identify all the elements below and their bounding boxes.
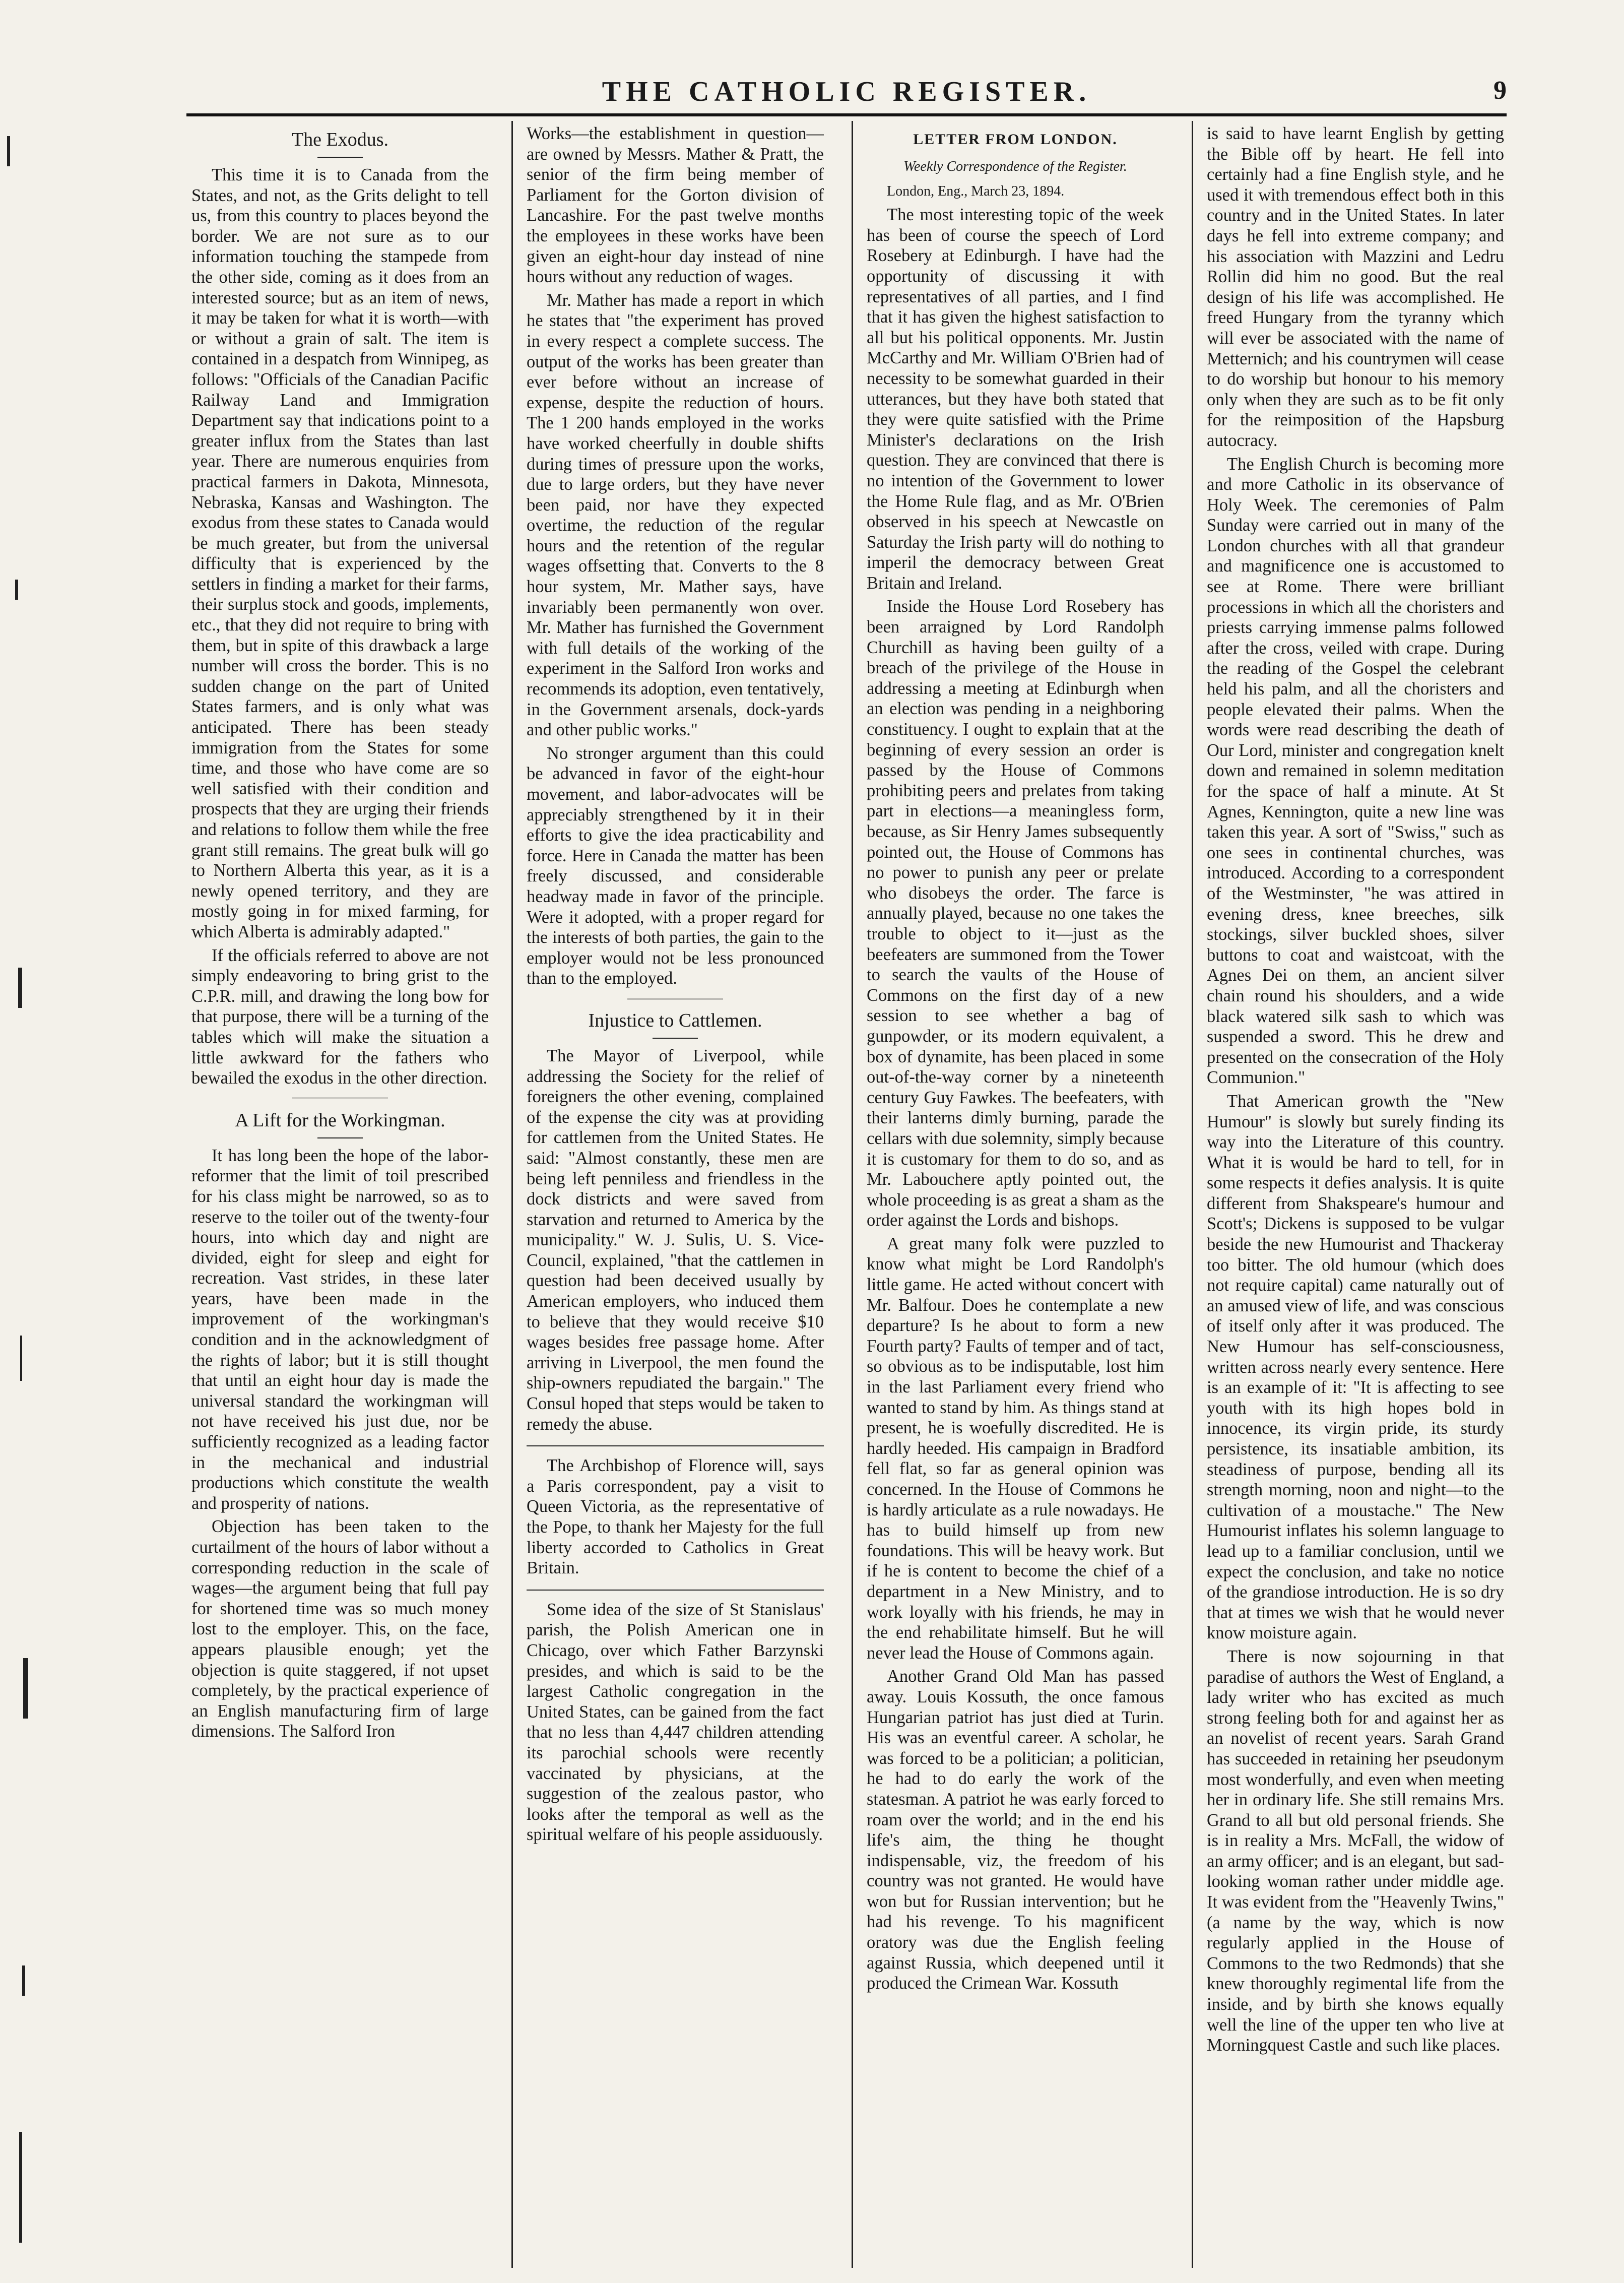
article-paragraph: is said to have learnt English by getting the Bible off by heart. He fell into certainly had a fine English style, and he used it with tremendous effect both in this country and in the United States. In later days he fell into extreme company; and his association with Mazzini and Ledru Rollin did him no good. But the real design of his life was accomplished. He freed Hungary from the tyranny which will ever be associated with the name of Metternich; and his countrymen will cease to do worship but honour to his memory only when they are such as to be fit only for the reimposition of the Hapsburg autocracy. (1207, 124, 1504, 450)
dateline: London, Eng., March 23, 1894. (887, 183, 1065, 199)
article-heading-exodus: The Exodus. (291, 129, 389, 150)
section-divider (527, 1445, 824, 1446)
heading-rule (317, 157, 363, 158)
margin-mark (19, 2132, 22, 2243)
column-3 (867, 123, 1164, 2260)
article-paragraph: A great many folk were puzzled to know what might be Lord Randolph's little game. He acted without concert with Mr. Balfour. Does he contemplate a new departure? Is he about to form a new Fourth party? Faults of temper and of tact, so obvious as to be indisputable, lost him in the last Parliament every friend who wanted to stand by him. As things stand at present, he is woefully discredited. He is hardly heeded. His campaign in Bradford fell flat, so far as general opinion was concerned. In the House of Commons he is hardly articulate as a rule nowadays. He has to build himself up from new foundations. This will be heavy work. But if he is content to become the chief of a department in a New Ministry, and to work loyally with his friends, he may in the end rehabilitate himself. But he will never lead the House of Commons again. (867, 1234, 1164, 1663)
article-paragraph: Objection has been taken to the curtailment of the hours of labor without a corresponding reduction in the scale of wages—the argument being that full pay for shortened time was so much money lost to the employer. This, on the face, appears plausible enough; yet the objection is quite staggered, if not upset completely, by the practical experience of an English manufacturing firm of large dimensions. The Salford Iron (191, 1517, 489, 1741)
masthead (186, 76, 1507, 116)
heading-rule (653, 1038, 698, 1039)
article-heading-cattlemen: Injustice to Cattlemen. (588, 1009, 762, 1031)
margin-mark (22, 1965, 25, 1996)
article-paragraph: Mr. Mather has made a report in which he states that "the experiment has proved in every respect a complete success. The output of the works has been greater than ever before without an increase of expense, despite the reduction of hours. The 1 200 hands employed in the works have worked cheerfully in double shifts during times of pressure upon the works, due to large orders, but they have never been paid, nor have they expected overtime, the reduction of the regular hours and the retention of the regular wages offsetting that. Converts to the 8 hour system, Mr. Mather says, have invariably been permanently won over. Mr. Mather has furnished the Government with full details of the working of the experiment in the Salford Iron works and recommends its adoption, even tentatively, in the Government arsenals, dock-yards and other public works." (527, 290, 824, 740)
column-rule (852, 121, 853, 2268)
section-divider (527, 1590, 824, 1591)
heading-rule (317, 1137, 363, 1138)
article-heading-workingman: A Lift for the Workingman. (235, 1109, 445, 1131)
article-paragraph: There is now sojourning in that paradise of authors the West of England, a lady writer who has excited as much strong feeling both for and against her as an novelist of recent years. Sarah Grand has succeeded in retaining her pseudonym most wonderfully, and even when meeting her in ordinary life. She still remains Mrs. Grand to all but old personal friends. She is in reality a Mrs. McFall, the widow of an army officer; and is an elegant, but sad-looking woman rather under middle age. It was evident from the "Heavenly Twins," (a name by the way, which is now regularly applied in the House of Commons to the two Redmonds) that she knew thoroughly regimental life from the inside, and by birth she knows equally well the line of the upper ten who live at Morningquest Castle and such like places. (1207, 1646, 1504, 2055)
article-paragraph: This time it is to Canada from the States, and not, as the Grits delight to tell us, from this country to places beyond the border. We are not sure as to our information touching the stampede from the other side, coming as it does from an interested source; but as an item of news, it may be taken for what it is worth—with or without a grain of salt. The item is contained in a despatch from Winnipeg, as follows: "Officials of the Canadian Pacific Railway Land and Immigration Department say that indications point to a greater influx from the States than last year. There are numerous enquiries from practical farmers in Dakota, Minnesota, Nebraska, Kansas and Washington. The exodus from these states to Canada would be much greater, but from the universal difficulty that is experienced by the settlers in finding a market for their farms, their surplus stock and goods, implements, etc., that they did not require to bring with them, but in spite of this drawback a large number will cross the border. This is no sudden change on the part of United States farmers, and is only what was anticipated. There has been steady immigration from the States for some time, and those who have come are so well satisfied with their condition and prospects that they are urging their friends and relations to follow them while the free grant still remains. The great bulk will go to Northern Alberta this year, as it is a newly opened territory, and they are mostly going in for mixed farming, for which Alberta is admirably adapted." (191, 165, 489, 941)
article-paragraph: That American growth the "New Humour" is slowly but surely finding its way into the Literature of this country. What it is would be hard to tell, for in some respects it defies analysis. It is quite different from Shakspeare's humour and Scott's; Dickens is supposed to be vulgar beside the new Humourist and Thackeray too bitter. The old humour (which does not require capital) came naturally out of an amused view of life, and was conscious of itself only after it was produced. The New Humour has self-consciousness, written across nearly every sentence. Here is an example of it: "It is affecting to see youth with its high hopes bold in innocence, its virgin pride, its sturdy persistence, its insatiable ambition, its steadiness of purpose, bending all its strength morning, noon and night—to the cultivation of a moustache." The New Humourist inflates his solemn language to lead up to a familiar conclusion, until we expect the conclusion, and take no notice of the grandiose introduction. He is so dry that at times we wish that he would never know moisture again. (1207, 1091, 1504, 1643)
article-paragraph: No stronger argument than this could be advanced in favor of the eight-hour movement, and labor-advocates will be appreciably strengthened by it in their efforts to give the idea practicability and force. Here in Canada the matter has been freely discussed, and considerable headway made in favor of the principle. Were it adopted, with a proper regard for the interests of both parties, the gain to the employer would not be less pronounced than to the employed. (527, 743, 824, 988)
article-paragraph: Some idea of the size of St Stanislaus' parish, the Polish American one in Chicago, over which Father Barzynski presides, and which is said to be the largest Catholic congregation in the United States, can be gained from the fact that no less than 4,447 children attending its parochial schools were recently vaccinated by physicians, at the suggestion of the zealous pastor, who looks after the temporal as well as the spiritual welfare of his people assiduously. (527, 1600, 824, 1845)
page-number: 9 (1493, 76, 1507, 105)
newspaper-title: THE CATHOLIC REGISTER. (602, 76, 1091, 107)
margin-mark (7, 136, 10, 166)
column-4 (1207, 123, 1504, 2260)
article-paragraph: The most interesting topic of the week has been of course the speech of Lord Rosebery at Edinburgh. I have had the opportunity of discussing it with representatives of all parties, and I find that it has given the highest satisfaction to all but his political opponents. Mr. Justin McCarthy and Mr. William O'Brien had of necessity to be somewhat guarded in their utterances, but they have both stated that they were quite satisfied with the Prime Minister's declarations on the Irish question. They are convinced that there is no intention of the Government to lower the Home Rule flag, and as Mr. O'Brien observed in his speech at Newcastle on Saturday the Irish party will do nothing to imperil the democracy between Great Britain and Ireland. (867, 205, 1164, 593)
column-1 (191, 123, 489, 2260)
column-2 (527, 123, 824, 2260)
column-rule (511, 121, 513, 2268)
margin-mark (15, 580, 18, 600)
article-paragraph: Inside the House Lord Rosebery has been arraigned by Lord Randolph Churchill as having been guilty of a breach of the privilege of the House in addressing a meeting at Edinburgh when an election was pending in a neighboring constituency. I ought to explain that at the beginning of every session an order is passed by the House of Commons prohibiting peers and prelates from taking part in elections—a meaningless form, because, as Sir Henry James subsequently pointed out, the House of Commons has no power to punish any peer or prelate who disobeys the order. The farce is annually played, because no one takes the trouble to object to it—just as the beefeaters are summoned from the Tower to search the vaults of the House of Commons on the first day of a new session to see whether a bag of gunpowder, or its modern equivalent, a box of dynamite, has been placed in some out-of-the-way corner by a nineteenth century Guy Fawkes. The beefeaters, with their lanterns dimly burning, parade the cellars with due solemnity, simply because it is customary for them to do so, and as Mr. Labouchere aptly pointed out, the whole proceeding is as great a sham as the order against the Lords and bishops. (867, 597, 1164, 1230)
article-subheading: Weekly Correspondence of the Register. (903, 159, 1127, 174)
margin-mark (20, 1336, 22, 1381)
margin-marks (0, 0, 50, 2283)
margin-mark (18, 968, 22, 1008)
article-paragraph: The Archbishop of Florence will, says a Paris correspondent, pay a visit to Queen Victoria, as the representative of the Pope, to thank her Majesty for the full liberty accorded to Catholics in Great Britain. (527, 1456, 824, 1578)
article-heading-letter: LETTER FROM LONDON. (913, 131, 1118, 148)
article-paragraph: If the officials referred to above are not simply endeavoring to bring grist to the C.P.R. mill, and drawing the long bow for that purpose, there will be a turning of the tables which will make the situation a little awkward for the fathers who bewailed the exodus in the other direction. (191, 945, 489, 1088)
section-divider (627, 998, 723, 999)
article-paragraph: The Mayor of Liverpool, while addressing the Society for the relief of foreigners the other evening, complained of the expense the city was at providing for cattlemen from the United States. He said: "Almost constantly, these men are being left penniless and friendless in the dock districts and were saved from starvation and returned to America by the municipality." W. J. Sulis, U. S. Vice-Council, explained, "that the cattlemen in question had been deceived usually by American employers, who induced them to believe that they would receive $10 wages besides free passage home. After arriving in Liverpool, the men found the ship-owners repudiated the bargain." The Consul hoped that steps would be taken to remedy the abuse. (527, 1046, 824, 1434)
article-paragraph: Another Grand Old Man has passed away. Louis Kossuth, the once famous Hungarian patriot has just died at Turin. His was an eventful career. A scholar, he was forced to be a politician; a politician, he had to do early the work of the statesman. A patriot he was early forced to roam over the world; and in the end his life's aim, the thing he thought indispensable, viz, the freedom of his country was not granted. He would have won but for Russian intervention; but he had his revenge. To his magnificent oratory was due the English feeling against Russia, which deepened until it produced the Crimean War. Kossuth (867, 1667, 1164, 1993)
section-divider (292, 1098, 388, 1099)
masthead-rule (186, 113, 1507, 116)
margin-mark (23, 1658, 28, 1719)
article-paragraph: Works—the establishment in question—are owned by Messrs. Mather & Pratt, the senior of the firm being member of Parliament for the Gorton division of Lancashire. For the past twelve months the employees in these works have been given an eight-hour day instead of nine hours without any reduction of wages. (527, 124, 824, 287)
column-rule (1192, 121, 1193, 2268)
article-paragraph: The English Church is becoming more and more Catholic in its observance of Holy Week. The ceremonies of Palm Sunday were carried out in many of the London churches with all that grandeur and magnificence one is accustomed to see at Rome. There were brilliant processions in which all the choristers and priests carrying immense palms followed after the cross, veiled with crape. During the reading of the Gospel the celebrant held his palm, and all the choristers and people elevated their palms. When the words were read describing the death of Our Lord, minister and congregation knelt down and remained in solemn meditation for the space of half a minute. At St Agnes, Kennington, quite a new line was taken this year. A sort of "Swiss," such as one sees in continental churches, was introduced. According to a correspondent of the Westminster, "he was attired in evening dress, knee breeches, silk stockings, silver buckled shoes, silver buttons to coat and waistcoat, with the Agnes Dei on them, an ancient silver chain round his shoulders, and a wide black watered silk sash to which was suspended a sword. This he drew and presented on the consecration of the Holy Communion." (1207, 454, 1504, 1088)
article-paragraph: It has long been the hope of the labor-reformer that the limit of toil prescribed for his class might be narrowed, so as to reserve to the toiler out of the twenty-four hours, into which day and night are divided, eight for sleep and eight for recreation. Vast strides, in these later years, have been made in the improvement of the workingman's condition and in the acknowledgment of the rights of labor; but it is still thought that until an eight hour day is made the universal standard the workingman will not have received his just due, nor be sufficiently recognized as a leading factor in the mechanical and industrial productions which constitute the wealth and prosperity of nations. (191, 1146, 489, 1513)
